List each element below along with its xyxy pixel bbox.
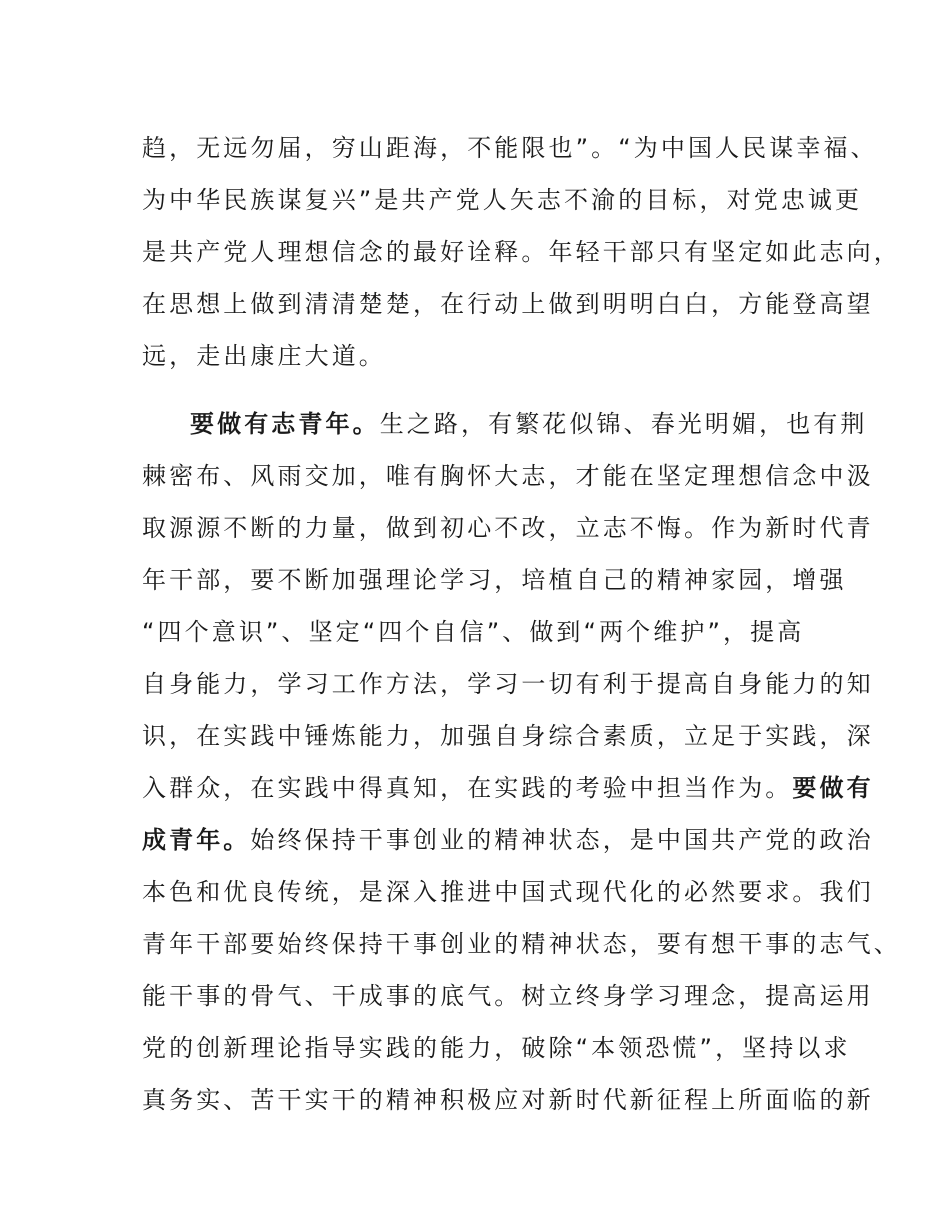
text-line: 年干部，要不断加强理论学习，培植自己的精神家园，增强 — [142, 566, 847, 594]
text-line: “四个意识”、坚定“四个自信”、做到“两个维护”，提高 — [142, 618, 805, 646]
text-line: 取源源不断的力量，做到初心不改，立志不悔。作为新时代青 — [142, 514, 874, 542]
text-line: 远，走出康庄大道。 — [142, 342, 386, 370]
text-line: 能干事的骨气、干成事的底气。树立终身学习理念，提高运用 — [142, 982, 874, 1010]
section-heading-youth-with-achievement-part1: 要做有 — [792, 774, 874, 802]
document-page — [142, 122, 901, 1126]
text-line: 识，在实践中锤炼能力，加强自身综合素质，立足于实践，深 — [142, 722, 874, 750]
text-line: 真务实、苦干实干的精神积极应对新时代新征程上所面临的新 — [142, 1086, 874, 1114]
text-line — [142, 398, 868, 450]
section-heading-youth-with-ambition: 要做有志青年。 — [190, 410, 380, 438]
text-line: 青年干部要始终保持干事创业的精神状态，要有想干事的志气、 — [142, 930, 901, 958]
paragraph-1 — [142, 122, 901, 382]
section-heading-youth-with-achievement-part2: 成青年。 — [142, 826, 251, 854]
text-line: 为中华民族谋复兴”是共产党人矢志不渝的目标，对党忠诚更 — [142, 186, 863, 214]
text-line: 党的创新理论指导实践的能力，破除“本领恐慌”，坚持以求 — [142, 1034, 851, 1062]
text-line — [142, 762, 874, 814]
paragraph-2 — [142, 398, 901, 1126]
paragraph-spacer — [142, 382, 832, 398]
text-line: 趋，无远勿届，穷山距海，不能限也”。“为中国人民谋幸福、 — [142, 134, 878, 162]
text-line: 是共产党人理想信念的最好诠释。年轻干部只有坚定如此志向， — [142, 238, 901, 266]
text-line — [142, 814, 874, 866]
text-line: 本色和优良传统，是深入推进中国式现代化的必然要求。我们 — [142, 878, 874, 906]
text-run: 入群众，在实践中得真知，在实践的考验中担当作为。 — [142, 774, 793, 802]
text-line: 自身能力，学习工作方法，学习一切有利于提高自身能力的知 — [142, 670, 874, 698]
text-run: 生之路，有繁花似锦、春光明媚，也有荆 — [379, 410, 868, 438]
text-line: 在思想上做到清清楚楚，在行动上做到明明白白，方能登高望 — [142, 290, 874, 318]
text-run: 始终保持干事创业的精神状态，是中国共产党的政治 — [250, 826, 874, 854]
text-line: 棘密布、风雨交加，唯有胸怀大志，才能在坚定理想信念中汲 — [142, 462, 874, 490]
